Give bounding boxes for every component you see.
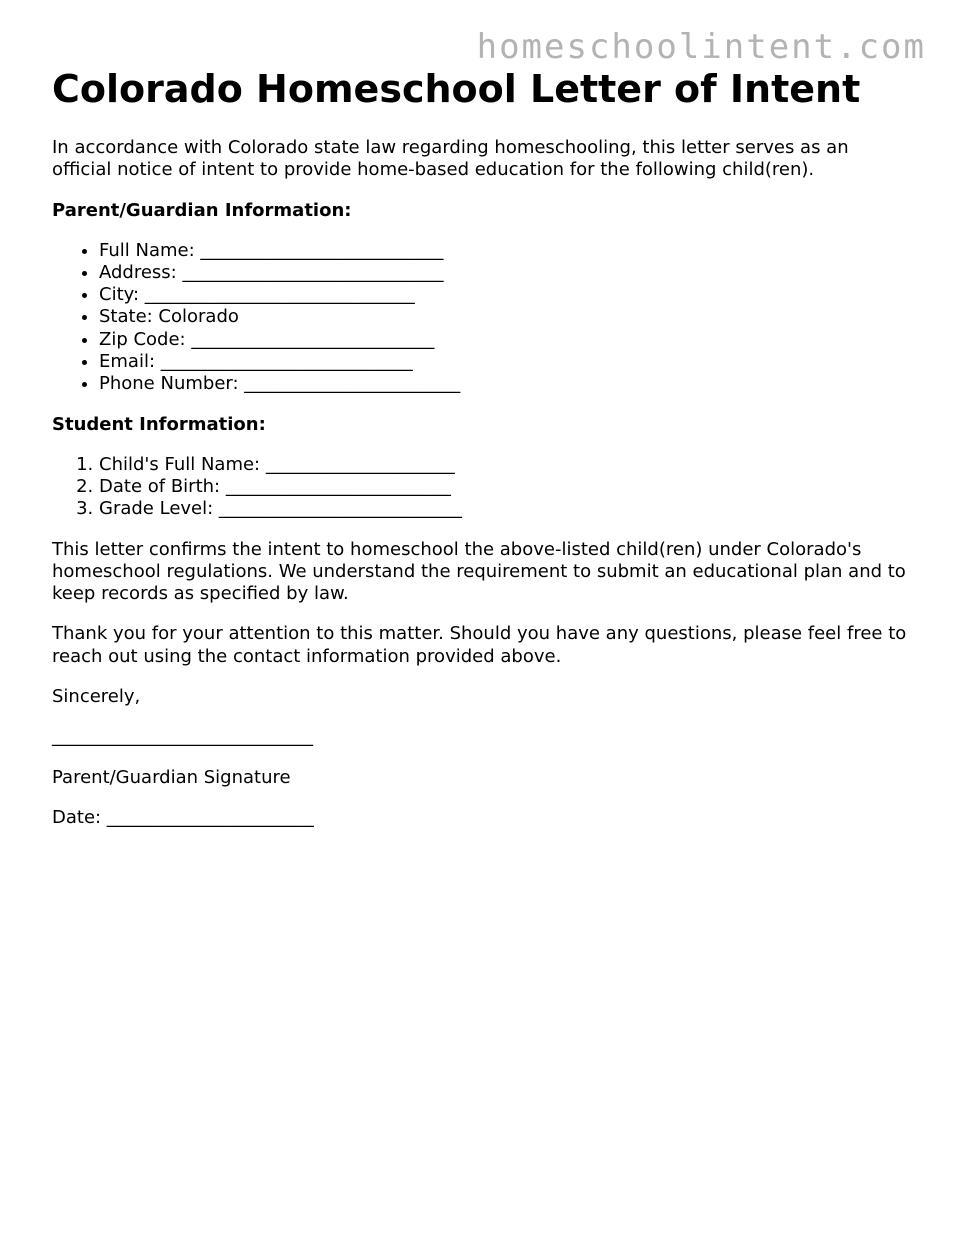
sign-off: Sincerely, — [52, 686, 141, 708]
parent-city-item: • City: ______________________________ — [99, 284, 912, 306]
parent-state-item: • State: Colorado — [99, 306, 912, 328]
parent-info-list — [52, 240, 912, 396]
page-title: Colorado Homeschool Letter of Intent — [52, 67, 861, 111]
parent-full-name-item: • Full Name: ___________________________ — [99, 240, 912, 262]
confirmation-paragraph: This letter confirms the intent to homeschool the above-listed child(ren) under Colorado's homeschool regulations. We understand the requirement to submit an educational plan and to keep records as specified by law. — [52, 538, 906, 605]
intro-paragraph: In accordance with Colorado state law regarding homeschooling, this letter serves as an official notice of intent to provide home-based education for the following child(ren). — [52, 137, 849, 181]
parent-email-item: • Email: ____________________________ — [99, 351, 912, 373]
thank-you-paragraph: Thank you for your attention to this matter. Should you have any questions, please feel free to reach out using the contact information provided above. — [52, 623, 907, 667]
parent-address-item: • Address: _____________________________ — [99, 262, 912, 284]
date-line: Date: _______________________ — [52, 806, 314, 828]
student-info-list — [52, 454, 912, 521]
signature-line: _____________________________ — [52, 726, 313, 748]
student-grade-item: 3. Grade Level: ___________________________ — [99, 498, 912, 520]
parent-phone-item: • Phone Number: ________________________ — [99, 373, 912, 395]
student-section-heading: Student Information: — [52, 413, 266, 435]
parent-zip-item: • Zip Code: ___________________________ — [99, 329, 912, 351]
site-watermark: homeschoolintent.com — [476, 27, 926, 67]
letter-document — [52, 66, 912, 829]
signature-label: Parent/Guardian Signature — [52, 766, 291, 788]
parent-section-heading: Parent/Guardian Information: — [52, 199, 352, 221]
student-name-item: 1. Child's Full Name: _____________________ — [99, 454, 912, 476]
student-dob-item: 2. Date of Birth: _________________________ — [99, 476, 912, 498]
